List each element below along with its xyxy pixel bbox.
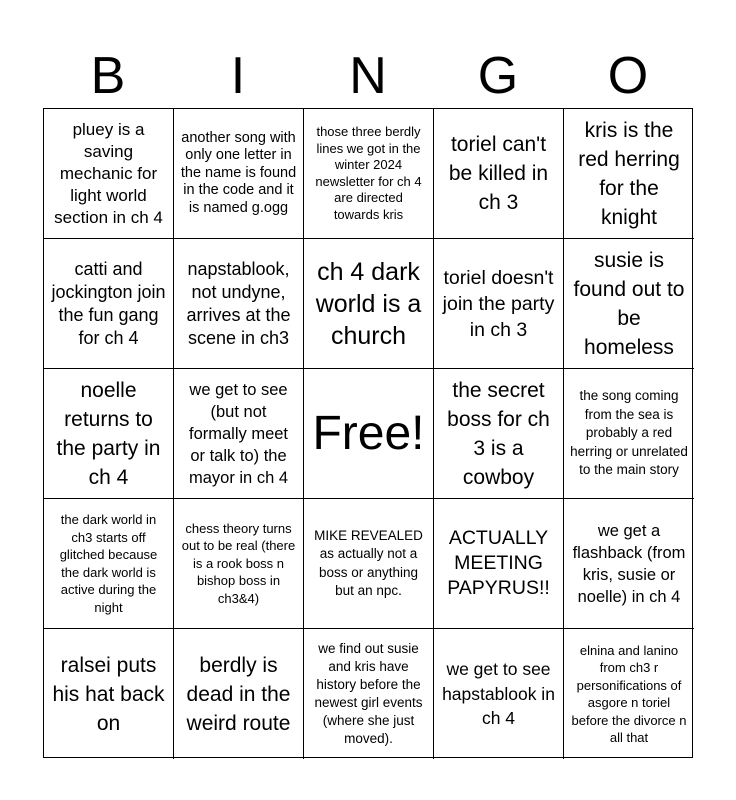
cell-text: pluey is a saving mechanic for light world section in ch 4 [54,119,163,227]
cell-text: we find out susie and kris have history before the newest girl events (where she just moved). [314,641,423,746]
bingo-cell-r1c1[interactable] [44,109,174,239]
cell-text: the song coming from the sea is probably a red herring or unrelated to the main story [570,388,688,478]
bingo-cell-r2c5[interactable] [564,239,694,369]
bingo-cell-r2c2[interactable] [174,239,304,369]
cell-text: napstablook, not undyne, arrives at the scene in ch3 [186,258,291,348]
bingo-board [43,108,693,758]
cell-text: ralsei puts his hat back on [52,653,165,735]
title-letter-n: N [349,47,387,105]
bingo-cell-r1c5[interactable] [564,109,694,239]
cell-text: toriel can't be killed in ch 3 [448,133,549,214]
bingo-cell-r4c2[interactable] [174,499,304,629]
bingo-cell-r2c1[interactable] [44,239,174,369]
cell-text: berdly is dead in the weird route [186,653,291,735]
cell-text: we get a flashback (from kris, susie or noelle) in ch 4 [572,521,686,606]
title-letter-b: B [90,47,126,105]
bingo-cell-r5c2[interactable] [174,629,304,759]
free-space-text: Free! [312,406,425,460]
title-letter-g: G [477,47,519,105]
cell-text: the secret boss for ch 3 is a cowboy [447,378,550,489]
cell-text: toriel doesn't join the party in ch 3 [442,266,555,341]
bingo-cell-free[interactable] [304,369,434,499]
cell-text: MIKE REVEALED as actually not a boss or anything but an npc. [314,527,423,598]
bingo-cell-r3c2[interactable] [174,369,304,499]
title-letter-o: O [607,47,649,105]
bingo-cell-r4c3[interactable] [304,499,434,629]
bingo-cell-r4c5[interactable] [564,499,694,629]
bingo-cell-r3c4[interactable] [434,369,564,499]
cell-text: chess theory turns out to be real (there is a rook boss n bishop boss in ch3&4) [181,520,296,606]
cell-text: susie is found out to be homeless [573,248,685,359]
bingo-cell-r5c5[interactable] [564,629,694,759]
bingo-cell-r3c1[interactable] [44,369,174,499]
cell-text: the dark world in ch3 starts off glitched because the dark world is active during the night [59,512,158,615]
cell-text: another song with only one letter in the name is found in the code and it is named g.ogg [180,129,297,216]
bingo-title [43,44,693,108]
bingo-cell-r5c1[interactable] [44,629,174,759]
cell-text: noelle returns to the party in ch 4 [56,378,161,489]
bingo-cell-r4c1[interactable] [44,499,174,629]
bingo-cell-r3c5[interactable] [564,369,694,499]
cell-text: ch 4 dark world is a church [315,257,422,350]
bingo-cell-r5c4[interactable] [434,629,564,759]
bingo-cell-r4c4[interactable] [434,499,564,629]
bingo-cell-r5c3[interactable] [304,629,434,759]
bingo-cell-r2c3[interactable] [304,239,434,369]
cell-text: kris is the red herring for the knight [578,118,680,229]
cell-text: we get to see (but not formally meet or talk to) the mayor in ch 4 [188,380,289,487]
cell-text: those three berdly lines we got in the winter 2024 newsletter for ch 4 are directed towards kris [315,124,422,222]
bingo-cell-r1c4[interactable] [434,109,564,239]
cell-text: elnina and lanino from ch3 r personifications of asgore n toriel before the divorce n all that [571,642,687,745]
cell-text: catti and jockington join the fun gang for ch 4 [51,258,166,348]
cell-text: ACTUALLY MEETING PAPYRUS!! [447,527,550,599]
cell-text: we get to see hapstablook in ch 4 [442,659,555,729]
title-letter-i: I [230,47,246,105]
bingo-cell-r2c4[interactable] [434,239,564,369]
bingo-cell-r1c3[interactable] [304,109,434,239]
bingo-cell-r1c2[interactable] [174,109,304,239]
